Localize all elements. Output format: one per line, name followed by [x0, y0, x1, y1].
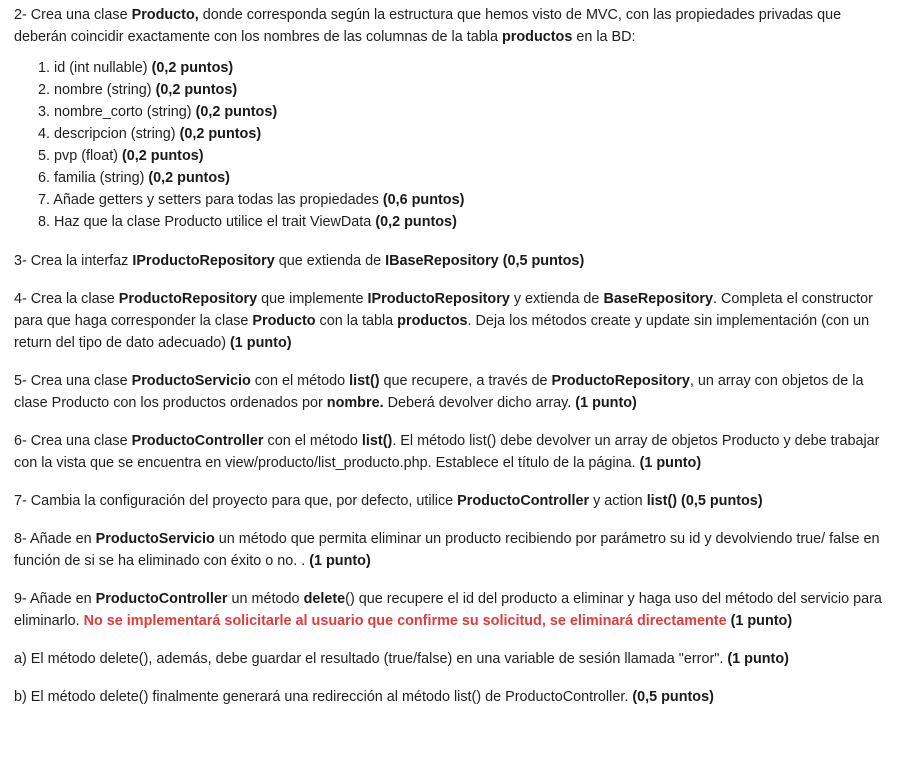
- list-item: 8. Haz que la clase Producto utilice el trait ViewData (0,2 puntos): [38, 214, 457, 230]
- text: en la BD:: [572, 29, 636, 45]
- list-item: 2. nombre (string) (0,2 puntos): [38, 82, 238, 98]
- task-9a: a) El método delete(), además, debe guardar el resultado (true/false) en una variable de sesión llamada "error". (1 punto): [14, 651, 789, 667]
- task-8: 8- Añade en ProductoServicio un método que permita eliminar un producto recibiendo por parámetro su id y devolviendo true/ false en función de si se ha eliminado con éxito o no. . (1 punto): [14, 531, 880, 569]
- warning-text: No se implementará solicitarle al usuario que confirme su solicitud, se eliminará directamente: [83, 613, 727, 629]
- list-item: 4. descripcion (string) (0,2 puntos): [38, 126, 262, 142]
- list-item: 6. familia (string) (0,2 puntos): [38, 170, 230, 186]
- text: donde corresponda según la estructura que hemos visto de MVC, con las propiedades privadas que deberán coincidir exactamente con los nombres de las columnas de la tabla: [14, 7, 842, 45]
- task-7: 7- Cambia la configuración del proyecto para que, por defecto, utilice ProductoController y action list() (0,5 puntos): [14, 493, 763, 509]
- task-2-intro: [14, 4, 887, 48]
- list-item: 3. nombre_corto (string) (0,2 puntos): [38, 104, 278, 120]
- task-4: 4- Crea la clase ProductoRepository que implemente IProductoRepository y extienda de BaseRepository. Completa el constructor para que haga corresponder la clase Producto con la tabla productos. Deja los métodos create y update sin implementación (con un return del tipo de dato adecuado) (1 punto): [14, 291, 873, 351]
- task-5: 5- Crea una clase ProductoServicio con el método list() que recupere, a través de ProductoRepository, un array con objetos de la clase Producto con los productos ordenados por nombre. Deberá devolver dicho array. (1 punto): [14, 373, 864, 411]
- bold-text: productos: [501, 29, 573, 45]
- task-9: 9- Añade en ProductoController un método delete() que recupere el id del producto a eliminar y haga uso del método del servicio para eliminarlo. No se implementará solicitarle al usuario que confirme su solicitud, se eliminará directamente (1 punto): [14, 591, 882, 629]
- list-item: 7. Añade getters y setters para todas las propiedades (0,6 puntos): [38, 192, 465, 208]
- list-item: 5. pvp (float) (0,2 puntos): [38, 148, 204, 164]
- text: 2- Crea una clase: [14, 7, 132, 23]
- task-3: 3- Crea la interfaz IProductoRepository que extienda de IBaseRepository (0,5 puntos): [14, 253, 585, 269]
- task-9b: b) El método delete() finalmente generará una redirección al método list() de ProductoController. (0,5 puntos): [14, 689, 714, 705]
- task-6: 6- Crea una clase ProductoController con el método list(). El método list() debe devolver un array de objetos Producto y debe trabajar con la vista que se encuentra en view/producto/list_producto.php. Establece el título de la página. (1 punto): [14, 433, 880, 471]
- property-list: [14, 57, 887, 233]
- bold-text: Producto,: [131, 7, 199, 23]
- list-item: 1. id (int nullable) (0,2 puntos): [38, 60, 234, 76]
